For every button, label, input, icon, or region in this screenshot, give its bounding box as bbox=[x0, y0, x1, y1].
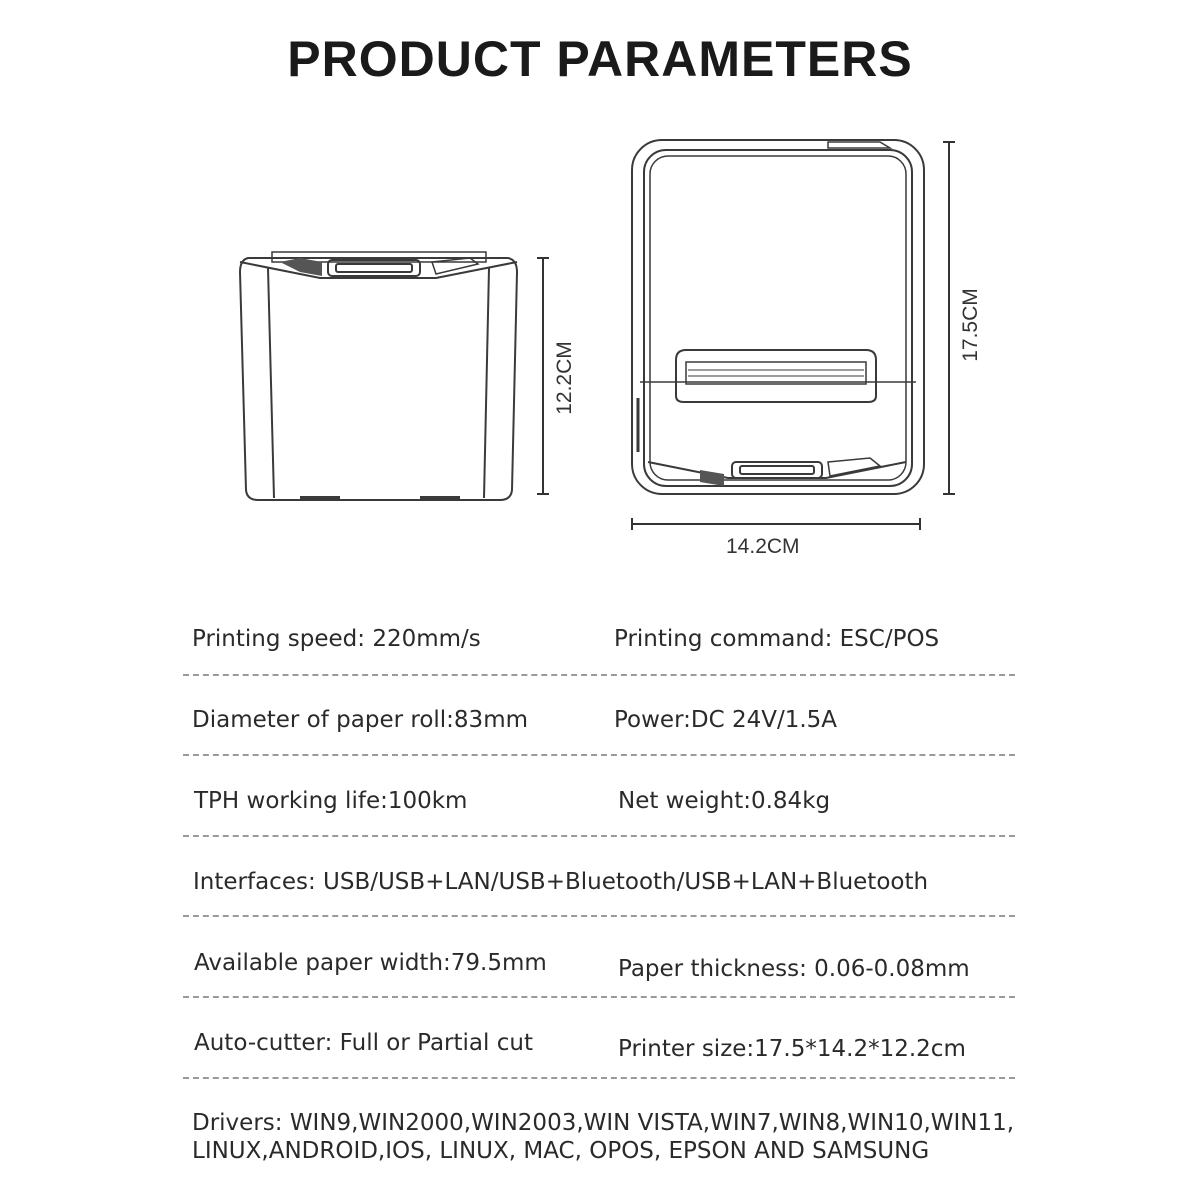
divider bbox=[183, 915, 1015, 917]
spec-net-weight: Net weight:0.84kg bbox=[618, 788, 831, 814]
printer-front-view bbox=[240, 252, 517, 500]
spec-interfaces: Interfaces: USB/USB+LAN/USB+Bluetooth/USB+LAN+Bluetooth bbox=[193, 869, 929, 895]
spec-auto-cutter: Auto-cutter: Full or Partial cut bbox=[194, 1030, 533, 1056]
depth-dimension-label: 17.5CM bbox=[959, 288, 982, 362]
page-title: PRODUCT PARAMETERS bbox=[287, 31, 913, 87]
divider bbox=[183, 835, 1015, 837]
divider bbox=[183, 674, 1015, 676]
spec-printing-speed: Printing speed: 220mm/s bbox=[192, 626, 481, 652]
spec-paper-width: Available paper width:79.5mm bbox=[194, 950, 547, 976]
divider bbox=[183, 996, 1015, 998]
spec-paper-thickness: Paper thickness: 0.06-0.08mm bbox=[618, 956, 970, 982]
width-dimension-line bbox=[632, 518, 920, 530]
spec-power: Power:DC 24V/1.5A bbox=[614, 707, 838, 733]
spec-drivers-line2: LINUX,ANDROID,IOS, LINUX, MAC, OPOS, EPSON AND SAMSUNG bbox=[192, 1138, 930, 1164]
divider bbox=[183, 754, 1015, 756]
spec-drivers-line1: Drivers: WIN9,WIN2000,WIN2003,WIN VISTA,WIN7,WIN8,WIN10,WIN11, bbox=[192, 1110, 1015, 1136]
height-dimension-label: 12.2CM bbox=[553, 341, 576, 415]
printer-top-view bbox=[632, 140, 924, 494]
spec-tph-life: TPH working life:100km bbox=[194, 788, 468, 814]
divider bbox=[183, 1077, 1015, 1079]
width-dimension-label: 14.2CM bbox=[726, 535, 800, 558]
height-dimension-line bbox=[537, 258, 549, 494]
spec-printing-command: Printing command: ESC/POS bbox=[614, 626, 940, 652]
spec-printer-size: Printer size:17.5*14.2*12.2cm bbox=[618, 1036, 966, 1062]
spec-paper-roll-diameter: Diameter of paper roll:83mm bbox=[192, 707, 529, 733]
depth-dimension-line bbox=[943, 142, 955, 494]
